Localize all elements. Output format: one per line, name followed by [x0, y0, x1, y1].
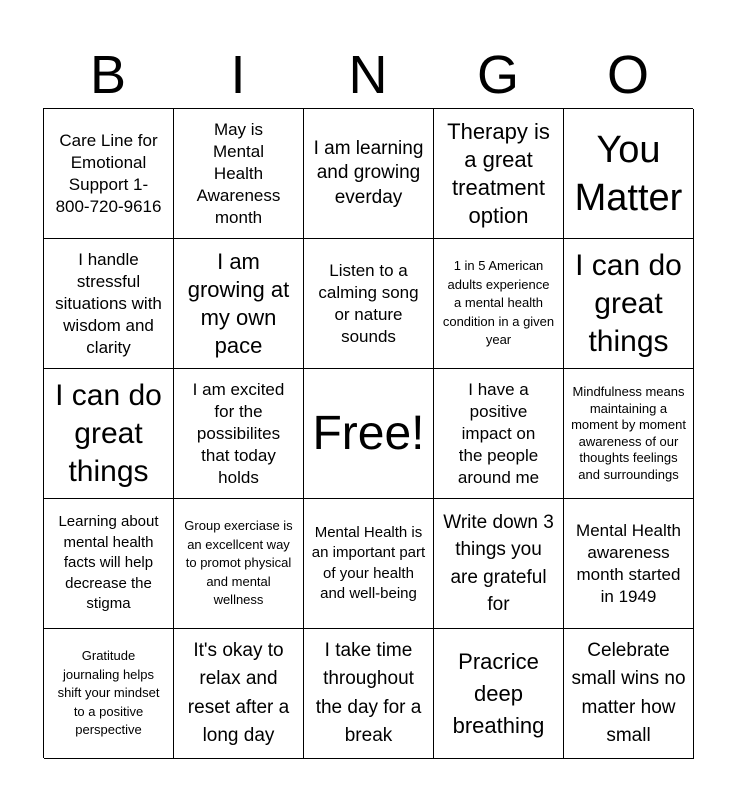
bingo-cell-r4c2[interactable]: [174, 499, 304, 629]
cell-text: Learning about mental health facts will help decrease the stigma: [58, 513, 159, 613]
bingo-cell-r5c1[interactable]: [44, 629, 174, 759]
cell-text: I have a positive impact on the people around me: [457, 379, 540, 487]
cell-text: May is Mental Health Awareness month: [196, 119, 281, 227]
header-letter-g: G: [476, 45, 519, 105]
bingo-cell-r4c3[interactable]: [304, 499, 434, 629]
bingo-header: [43, 42, 693, 108]
bingo-cell-r4c1[interactable]: [44, 499, 174, 629]
header-letter-o: O: [606, 45, 649, 105]
bingo-cell-r1c2[interactable]: [174, 109, 304, 239]
bingo-cell-r4c4[interactable]: [434, 499, 564, 629]
cell-text: Pracrice deep breathing: [452, 648, 545, 738]
cell-text: I take time throughout the day for a break: [315, 639, 422, 746]
bingo-cell-r5c4[interactable]: [434, 629, 564, 759]
cell-text: Therapy is a great treatment option: [447, 118, 550, 228]
bingo-cell-r1c4[interactable]: [434, 109, 564, 239]
bingo-board: [43, 108, 693, 758]
cell-text: I handle stressful situations with wisdom and clarity: [55, 249, 162, 357]
bingo-cell-r2c3[interactable]: [304, 239, 434, 369]
cell-text: Mental Health is an important part of your health and well-being: [311, 523, 426, 602]
cell-text: It's okay to relax and reset after a long day: [187, 639, 290, 746]
bingo-cell-r2c1[interactable]: [44, 239, 174, 369]
bingo-cell-r4c5[interactable]: [564, 499, 694, 629]
bingo-cell-r3c1[interactable]: [44, 369, 174, 499]
cell-text: Listen to a calming song or nature sounds: [318, 260, 419, 346]
bingo-cell-r2c5[interactable]: [564, 239, 694, 369]
cell-text: Mindfulness means maintaining a moment by moment awareness of our thoughts feelings and surroundings: [571, 384, 686, 482]
bingo-cell-r3c2[interactable]: [174, 369, 304, 499]
cell-text: Care Line for Emotional Support 1-800-720-9616: [55, 130, 162, 216]
bingo-cell-r1c1[interactable]: [44, 109, 174, 239]
cell-text: Celebrate small wins no matter how small: [571, 639, 686, 746]
free-space-text: Free!: [312, 406, 425, 460]
cell-text: You Matter: [574, 128, 683, 219]
cell-text: I can do great things: [55, 378, 162, 488]
cell-text: I am growing at my own pace: [187, 248, 290, 358]
bingo-cell-r5c5[interactable]: [564, 629, 694, 759]
header-letter-b: B: [89, 45, 127, 105]
bingo-cell-r1c5[interactable]: [564, 109, 694, 239]
bingo-cell-r2c2[interactable]: [174, 239, 304, 369]
cell-text: I am excited for the possibilites that today holds: [192, 379, 285, 487]
cell-text: Gratitude journaling helps shift your mindset to a positive perspective: [57, 648, 160, 738]
bingo-cell-free[interactable]: [304, 369, 434, 499]
bingo-cell-r1c3[interactable]: [304, 109, 434, 239]
bingo-cell-r3c5[interactable]: [564, 369, 694, 499]
bingo-cell-r5c3[interactable]: [304, 629, 434, 759]
bingo-cell-r2c4[interactable]: [434, 239, 564, 369]
cell-text: I am learning and growing everday: [313, 137, 424, 208]
header-letter-i: I: [230, 45, 246, 105]
cell-text: Write down 3 things you are grateful for: [443, 511, 554, 615]
cell-text: 1 in 5 American adults experience a mental health condition in a given year: [442, 258, 555, 348]
cell-text: Group exerciase is an excellcent way to promot physical and mental wellness: [184, 518, 293, 608]
bingo-cell-r5c2[interactable]: [174, 629, 304, 759]
cell-text: Mental Health awareness month started in 1949: [576, 520, 681, 606]
header-letter-n: N: [348, 45, 388, 105]
bingo-cell-r3c4[interactable]: [434, 369, 564, 499]
cell-text: I can do great things: [575, 248, 682, 358]
